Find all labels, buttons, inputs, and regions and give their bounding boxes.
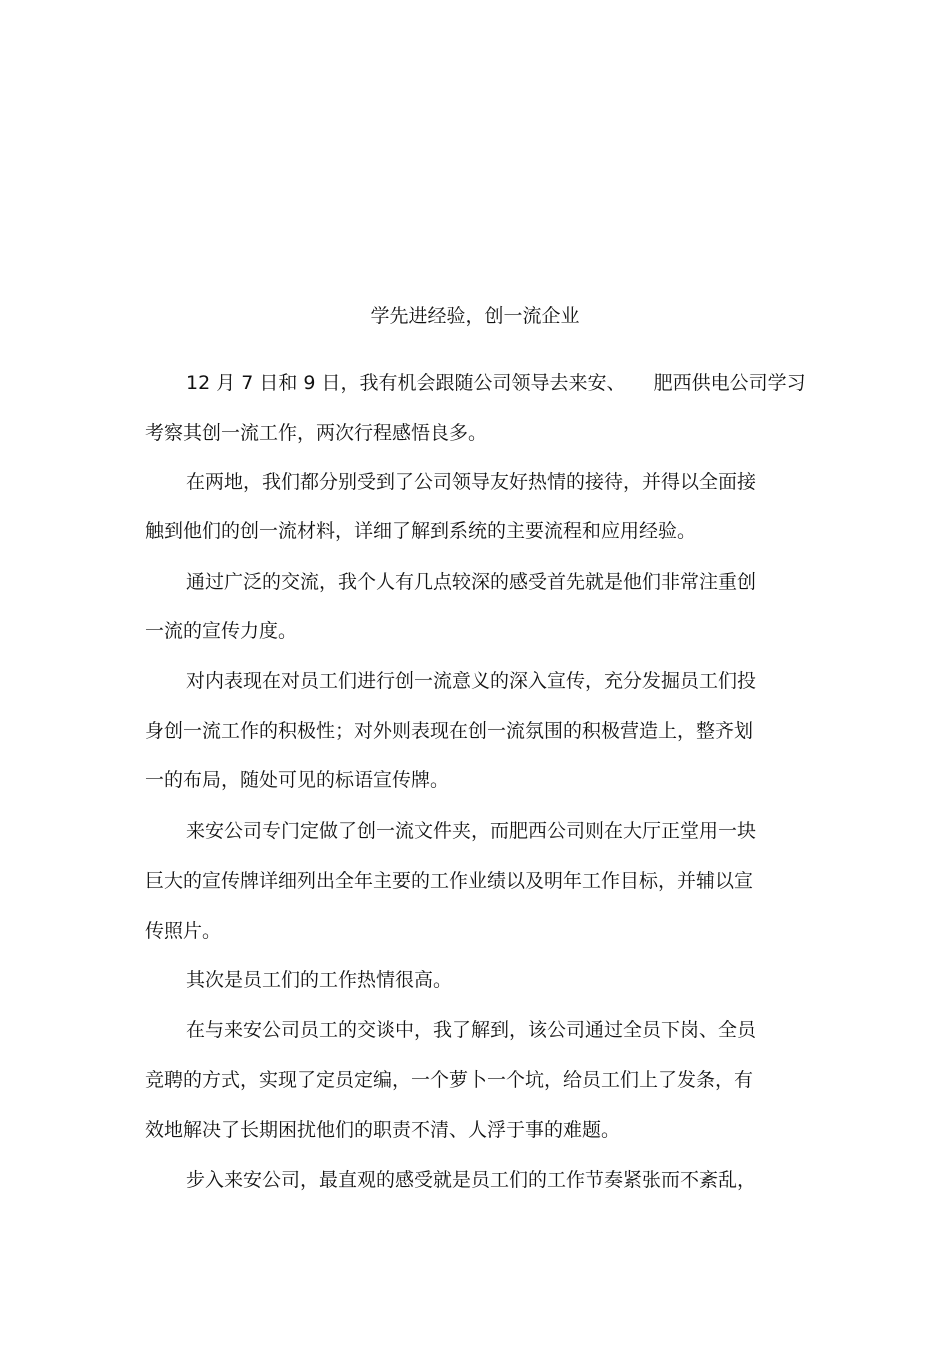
paragraph-5-line-3: 传照片。	[145, 920, 222, 942]
paragraph-3-line-2: 一流的宣传力度。	[145, 620, 298, 642]
paragraph-4-line-1: 对内表现在对员工们进行创一流意义的深入宣传，充分发掘员工们投	[186, 670, 757, 692]
paragraph-7-line-2: 竞聘的方式，实现了定员定编，一个萝卜一个坑，给员工们上了发条，有	[145, 1069, 754, 1091]
paragraph-1-line-1	[186, 369, 806, 397]
document-title: 学先进经验，创一流企业	[370, 305, 580, 327]
paragraph-1-line-1-tail: 肥西供电公司学习	[653, 372, 806, 394]
paragraph-6-line-1: 其次是员工们的工作热情很高。	[186, 969, 453, 991]
paragraph-2-line-1: 在两地，我们都分别受到了公司领导友好热情的接待，并得以全面接	[186, 471, 757, 493]
paragraph-4-line-3: 一的布局，随处可见的标语宣传牌。	[145, 769, 450, 791]
paragraph-2-line-2: 触到他们的创一流材料，详细了解到系统的主要流程和应用经验。	[145, 520, 697, 542]
paragraph-7-line-1: 在与来安公司员工的交谈中，我了解到，该公司通过全员下岗、全员	[186, 1019, 757, 1041]
paragraph-8-line-1: 步入来安公司，最直观的感受就是员工们的工作节奏紧张而不紊乱，	[186, 1169, 757, 1191]
paragraph-5-line-1: 来安公司专门定做了创一流文件夹，而肥西公司则在大厅正堂用一块	[186, 820, 757, 842]
paragraph-1-line-2: 考察其创一流工作，两次行程感悟良多。	[145, 422, 488, 444]
paragraph-3-line-1: 通过广泛的交流，我个人有几点较深的感受首先就是他们非常注重创	[186, 571, 757, 593]
paragraph-4-line-2: 身创一流工作的积极性；对外则表现在创一流氛围的积极营造上，整齐划	[145, 720, 754, 742]
paragraph-7-line-3: 效地解决了长期困扰他们的职责不清、人浮于事的难题。	[145, 1119, 621, 1141]
paragraph-5-line-2: 巨大的宣传牌详细列出全年主要的工作业绩以及明年工作目标，并辅以宣	[145, 870, 754, 892]
paragraph-1-line-1-text: 12 月 7 日和 9 日，我有机会跟随公司领导去来安、	[186, 372, 626, 394]
